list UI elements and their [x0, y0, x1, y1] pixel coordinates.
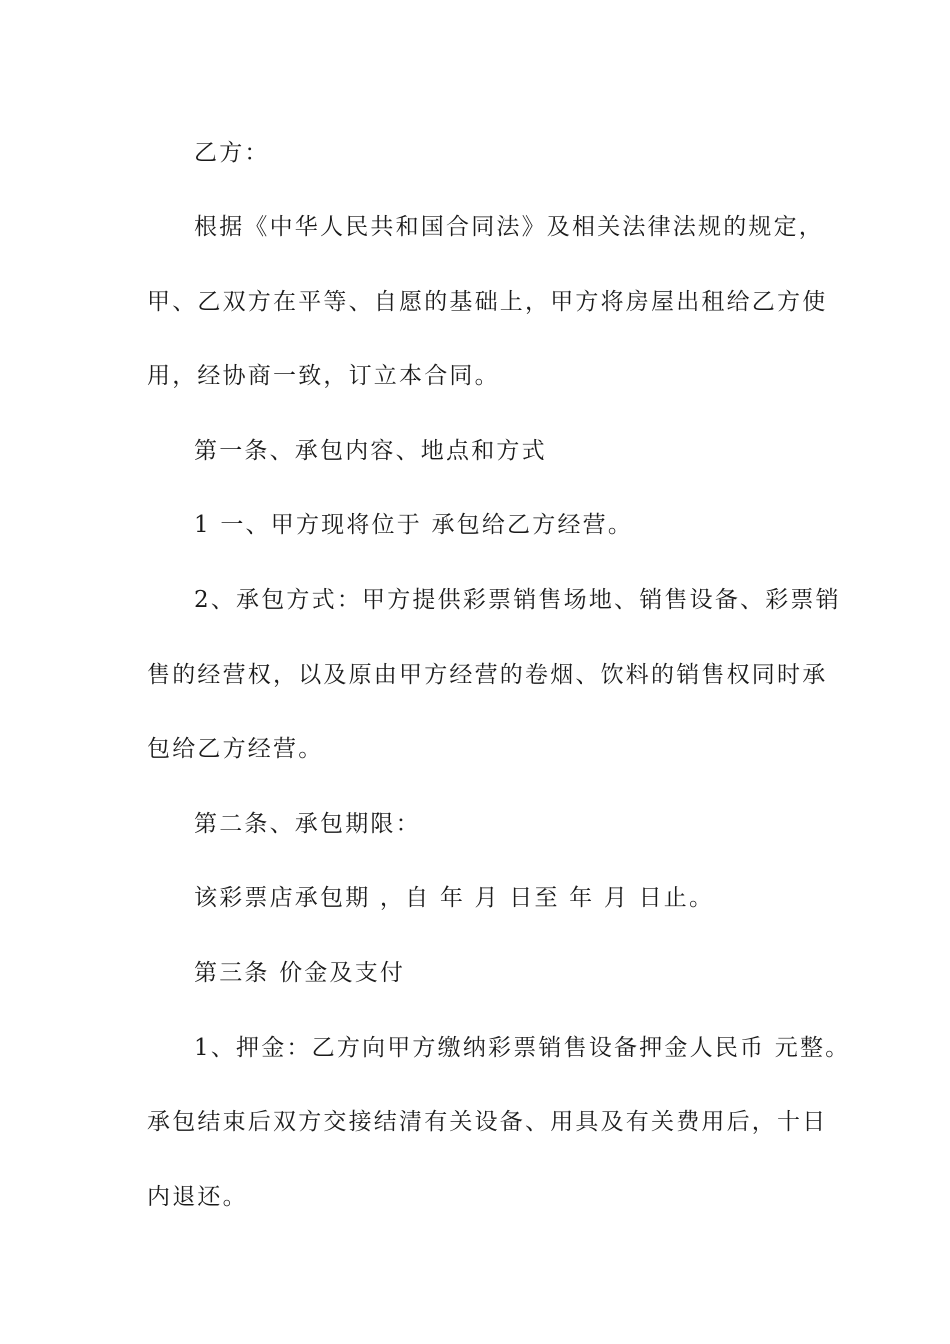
- paragraph-line: 甲、乙双方在平等、自愿的基础上，甲方将房屋出租给乙方使: [147, 289, 828, 315]
- article-heading: 第二条、承包期限：: [194, 811, 421, 837]
- paragraph-line: 1、押金：乙方向甲方缴纳彩票销售设备押金人民币 元整。: [194, 1035, 851, 1061]
- article-heading: 第三条 价金及支付: [194, 960, 406, 986]
- paragraph-line: 1 一、甲方现将位于 承包给乙方经营。: [194, 512, 634, 538]
- paragraph-line: 根据《中华人民共和国合同法》及相关法律法规的规定，: [194, 214, 824, 240]
- paragraph-line: 包给乙方经营。: [147, 736, 324, 762]
- article-heading: 第一条、承包内容、地点和方式: [194, 438, 547, 464]
- party-b-line: 乙方：: [194, 140, 270, 166]
- paragraph-line: 该彩票店承包期 ，自 年 月 日至 年 月 日止。: [194, 885, 715, 911]
- paragraph-line: 承包结束后双方交接结清有关设备、用具及有关费用后，十日: [147, 1109, 828, 1135]
- paragraph-line: 2、承包方式：甲方提供彩票销售场地、销售设备、彩票销: [194, 587, 841, 613]
- paragraph-line: 内退还。: [147, 1184, 248, 1210]
- paragraph-line: 用，经协商一致，订立本合同。: [147, 363, 500, 389]
- paragraph-line: 售的经营权，以及原由甲方经营的卷烟、饮料的销售权同时承: [147, 662, 828, 688]
